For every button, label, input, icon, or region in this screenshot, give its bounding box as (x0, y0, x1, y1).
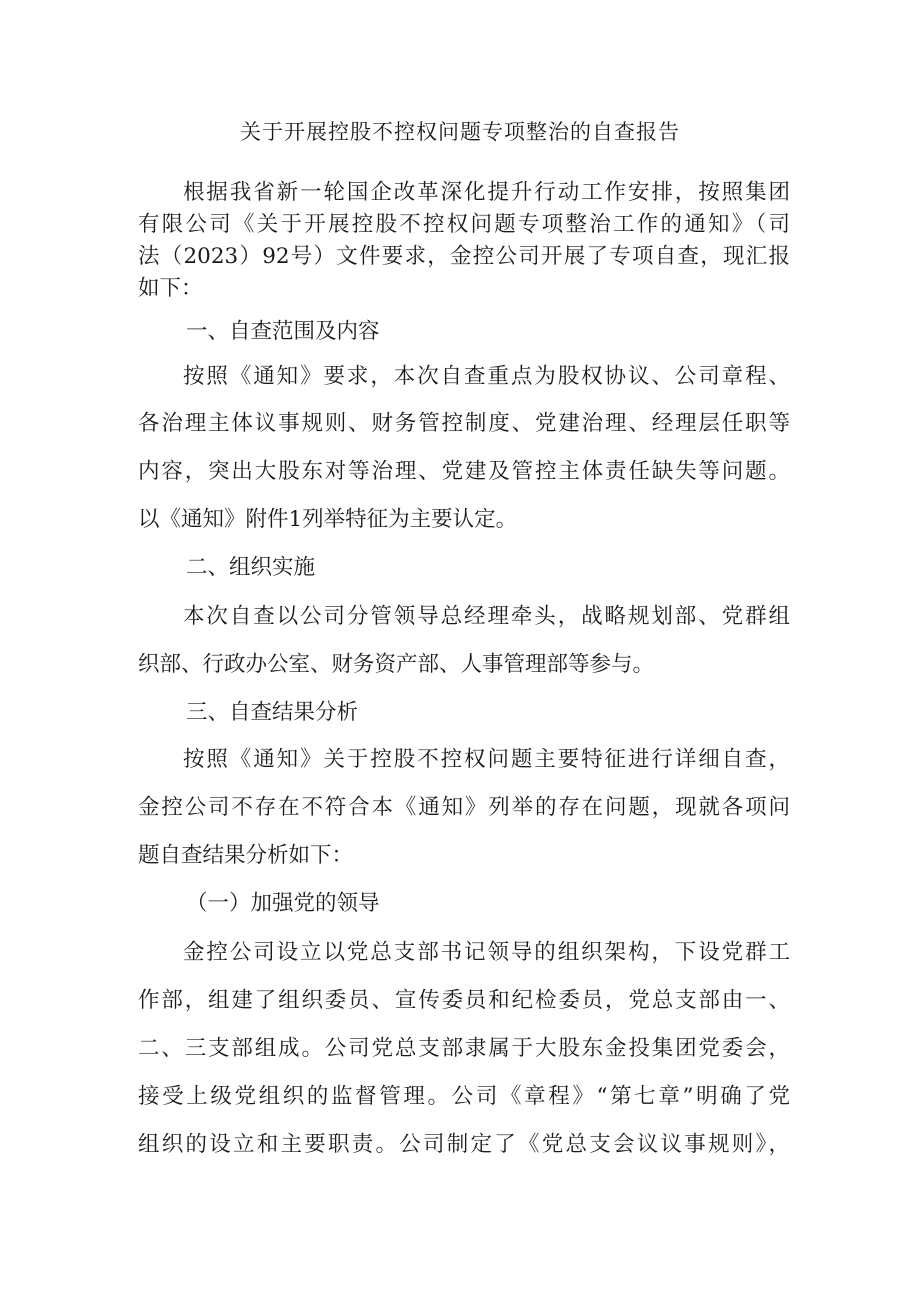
section1-line-1: 按照《通知》要求，本次自查重点为股权协议、公司章程、 (183, 364, 790, 389)
subsection1-line-3: 二、三支部组成。公司党总支部隶属于大股东金投集团党委会， (138, 1036, 790, 1061)
intro-line-1: 根据我省新一轮国企改革深化提升行动工作安排，按照集团 (183, 180, 790, 205)
subsection1-line-2: 作部，组建了组织委员、宣传委员和纪检委员，党总支部由一、 (138, 988, 790, 1013)
section1-line-3: 内容，突出大股东对等治理、党建及管控主体责任缺失等问题。 (138, 459, 790, 484)
intro-line-4: 如下： (138, 276, 203, 301)
section1-heading: 一、自查范围及内容 (186, 319, 380, 344)
section3-heading: 三、自查结果分析 (186, 700, 359, 725)
section2-line-2: 织部、行政办公室、财务资产部、人事管理部等参与。 (138, 652, 655, 677)
subsection1-line-1: 金控公司设立以党总支部书记领导的组织架构，下设党群工 (183, 940, 790, 965)
section3-line-1: 按照《通知》关于控股不控权问题主要特征进行详细自查， (183, 747, 790, 772)
section1-line-4: 以《通知》附件1列举特征为主要认定。 (138, 507, 518, 532)
subsection1-heading: （一）加强党的领导 (186, 891, 380, 916)
section3-line-2: 金控公司不存在不符合本《通知》列举的存在问题，现就各项问 (138, 795, 790, 820)
subsection1-line-5: 组织的设立和主要职责。公司制定了《党总支会议议事规则》， (138, 1132, 790, 1157)
document-title: 关于开展控股不控权问题专项整治的自查报告 (240, 120, 680, 144)
section2-line-1: 本次自查以公司分管领导总经理牵头，战略规划部、党群组 (183, 604, 790, 629)
intro-line-2: 有限公司《关于开展控股不控权问题专项整治工作的通知》（司 (138, 212, 790, 237)
intro-line-3: 法（2023）92号）文件要求，金控公司开展了专项自查，现汇报 (138, 244, 790, 269)
section3-line-3: 题自查结果分析如下： (138, 843, 354, 868)
section1-line-2: 各治理主体议事规则、财务管控制度、党建治理、经理层任职等 (138, 411, 790, 436)
subsection1-line-4: 接受上级党组织的监督管理。公司《章程》“第七章”明确了党 (138, 1084, 790, 1109)
section2-heading: 二、组织实施 (186, 555, 316, 580)
